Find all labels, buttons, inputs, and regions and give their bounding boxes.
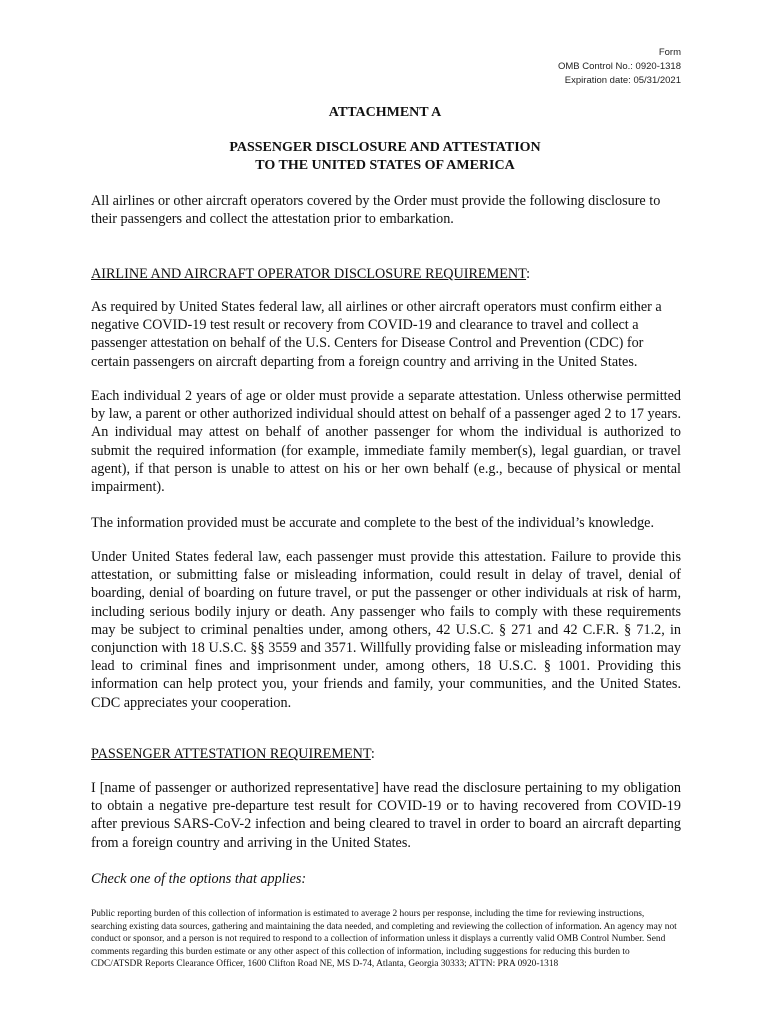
expiration-date: Expiration date: 05/31/2021 bbox=[564, 75, 681, 86]
intro-paragraph: All airlines or other aircraft operators covered by the Order must provide the following disclosure to their passengers and collect the attestation prior to embarkation. bbox=[91, 193, 661, 228]
omb-control-number: OMB Control No.: 0920-1318 bbox=[557, 61, 681, 72]
federal-law-paragraph: Under United States federal law, each passenger must provide this attestation. Failure to provide this attestation, or submitting false or misleading information, could result in delay of travel, denial of boarding, denial of boarding on future travel, or put the passenger or other individuals at risk of harm, including serious bodily injury or death. Any passenger who fails to comply with these requirements may be subject to criminal penalties under, among others, 42 U.S.C. § 271 and 42 C.F.R. § 71.2, in conjunction with 18 U.S.C. §§ 3559 and 3571. Willfully providing false or misleading information may lead to criminal fines and imprisonment under, among others, 18 U.S.C. § 1001. Providing this information can help protect you, your friends and family, your communities, and the United States. CDC appreciates your cooperation. bbox=[91, 549, 681, 711]
burden-footnote: Public reporting burden of this collection of information is estimated to average 2 hours per response, including the time for reviewing instructions, searching existing data sources, gathering and maintaining the data needed, and completing and reviewing the collection of information. An agency may not conduct or sponsor, and a person is not required to respond to a collection of information unless it displays a currently valid OMB Control Number. Send comments regarding this burden estimate or any other aspect of this collection of information, including suggestions for reducing this burden to CDC/ATSDR Reports Clearance Officer, 1600 Clifton Road NE, MS D-74, Atlanta, Georgia 30333; ATTN: PRA 0920-1318 bbox=[91, 909, 677, 970]
form-metadata bbox=[558, 46, 681, 88]
airline-heading-colon: : bbox=[526, 266, 531, 282]
main-title-line-1: PASSENGER DISCLOSURE AND ATTESTATION bbox=[229, 140, 541, 155]
each-individual-paragraph: Each individual 2 years of age or older must provide a separate attestation. Unless otherwise permitted by law, a parent or other authorized individual should attest on behalf of a passenger aged 2 to 17 years. An individual may attest on behalf of another passenger for whom the individual is authorized to submit the required information (for example, immediate family member(s), legal guardian, or travel agent), if that person is unable to attest on his or her own behalf (e.g., because of physical or mental impairment). bbox=[91, 388, 681, 496]
main-title-line-2: TO THE UNITED STATES OF AMERICA bbox=[255, 158, 515, 173]
passenger-heading-colon: : bbox=[370, 746, 375, 762]
airline-heading-text: AIRLINE AND AIRCRAFT OPERATOR DISCLOSURE REQUIREMENT bbox=[91, 266, 527, 282]
accuracy-paragraph: The information provided must be accurate and complete to the best of the individual’s knowledge. bbox=[91, 515, 655, 531]
passenger-heading-text: PASSENGER ATTESTATION REQUIREMENT bbox=[91, 746, 371, 762]
main-title bbox=[0, 139, 770, 175]
passenger-section-heading bbox=[91, 745, 681, 763]
attachment-title: ATTACHMENT A bbox=[328, 105, 442, 120]
attestation-paragraph: I [name of passenger or authorized representative] have read the disclosure pertaining to my obligation to obtain a negative pre-departure test result for COVID-19 or to having recovered from COVID-19 after previous SARS-CoV-2 infection and being cleared to travel in order to board an aircraft departing from a foreign country and arriving in the United States. bbox=[91, 780, 681, 851]
required-paragraph: As required by United States federal law, all airlines or other aircraft operators must confirm either a negative COVID-19 test result or recovery from COVID-19 and clearance to travel and collect a passenger attestation on behalf of the U.S. Centers for Disease Control and Prevention (CDC) for certain passengers on aircraft departing from a foreign country and arriving in the United States. bbox=[91, 299, 662, 370]
form-label: Form bbox=[658, 47, 681, 58]
airline-section-heading bbox=[91, 265, 681, 283]
check-options-instruction: Check one of the options that applies: bbox=[91, 871, 307, 887]
